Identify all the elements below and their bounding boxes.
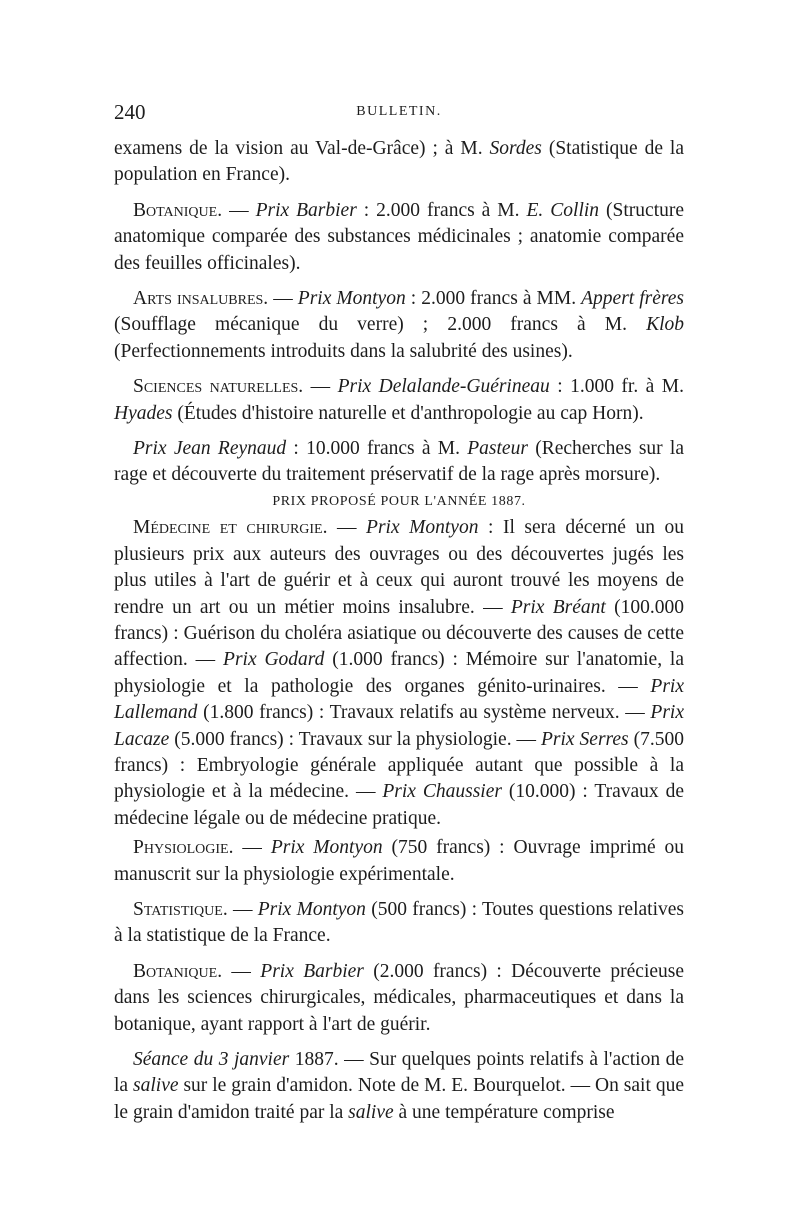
text: : 2.000 francs à MM. (405, 288, 582, 310)
section-head: Statistique. (133, 898, 228, 920)
text: 1887. — Sur quelques points relatifs à l'action de la (114, 1049, 684, 1097)
text: (1.000 francs) : Mémoire sur l'anatomie, la physiologie et la pathologie des organes génito-urinaires. — (114, 649, 684, 697)
text: : 10.000 francs à M. (286, 438, 468, 460)
text: : Il sera décerné un ou plusieurs prix aux auteurs des ouvrages ou des découvertes jugés les plus utiles à l'art de guérir et à ceux qui auront trouvé les moyens de rendre un art ou un métier moins insalubre. — (114, 517, 684, 618)
italic-word: salive (133, 1075, 179, 1097)
prize-name: Prix Barbier (260, 960, 364, 982)
page-number: 240 (114, 100, 146, 124)
text: (Structure anatomique comparée des substances médicinales ; anatomie comparée des feuilles officinales). (114, 199, 685, 274)
text: (Perfectionnements introduits dans la salubrité des usines). (114, 340, 573, 362)
text: (750 francs) : Ouvrage imprimé ou manuscrit sur la physiologie expérimentale. (114, 837, 685, 885)
page-body (114, 136, 684, 1126)
prize-name: Prix Jean Reynaud (133, 438, 287, 460)
text: (500 francs) : Toutes questions relatives à la statistique de la France. (114, 898, 684, 947)
dash: — (227, 898, 258, 920)
text: (7.500 francs) : Embryologie générale appliquée autant que possible à la physiologie et à la médecine. — (114, 728, 684, 803)
person-name: Pasteur (467, 438, 528, 460)
text: (10.000) : Travaux de médecine légale ou de médecine pratique. (114, 781, 684, 829)
prize-name: Prix Montyon (270, 837, 383, 859)
dash: — (222, 960, 261, 982)
section-head: Botanique. (133, 199, 223, 221)
running-title: BULLETIN. (356, 104, 442, 119)
prize-name: Prix Montyon (366, 517, 479, 539)
dash: — (222, 199, 256, 221)
text: (Soufflage mécanique du verre) ; 2.000 francs à M. (114, 314, 647, 336)
text: (2.000 francs) : Découverte précieuse dans les sciences chirurgicales, médicales, pharmaceutiques et dans la botanique, ayant rapport à l'art de guérir. (114, 960, 685, 1035)
prize-name: Prix Serres (541, 728, 629, 750)
paragraph-botanique-2 (114, 959, 684, 1038)
text: (Recherches sur la rage et découverte du traitement préservatif de la rage après morsure). (114, 438, 684, 486)
text: (5.000 francs) : Travaux sur la physiologie. — (169, 728, 542, 750)
prize-name: Prix Bréant (510, 596, 606, 618)
section-head: Physiologie. (133, 837, 234, 859)
dash: — (233, 837, 271, 859)
prize-name: Prix Delalande-Guérineau (337, 376, 550, 398)
text: : 1.000 fr. à M. (549, 376, 684, 398)
prize-name: Prix Montyon (257, 898, 366, 920)
text: sur le grain d'amidon. Note de M. E. Bourquelot. — On sait que le grain d'amidon traité par la (114, 1075, 684, 1123)
text: (100.000 francs) : Guérison du choléra asiatique ou découverte des causes de cette affection. — (114, 596, 684, 671)
seance-date: Séance du 3 janvier (133, 1049, 290, 1070)
dash: — (327, 517, 367, 539)
paragraph-arts-insalubres (114, 286, 684, 365)
section-head: Sciences naturelles. (133, 376, 304, 398)
person-name: E. Collin (526, 199, 600, 221)
paragraph-botanique-1 (114, 198, 684, 277)
paragraph-medecine (114, 515, 684, 832)
paragraph-statistique (114, 897, 684, 950)
person-name: Appert frères (581, 288, 685, 310)
prize-name: Prix Montyon (297, 288, 406, 310)
paragraph-sciences-naturelles (114, 374, 684, 427)
text: à une température comprise (393, 1101, 615, 1123)
p1-rest: (Statistique de la population en France). (114, 138, 684, 186)
text: (1.800 francs) : Travaux relatifs au système nerveux. — (197, 702, 651, 724)
person-name: Klob (646, 314, 684, 336)
paragraph-1 (114, 136, 684, 189)
section-head: Médecine et chirurgie. (133, 517, 328, 539)
dash: — (303, 376, 338, 398)
paragraph-jean-reynaud (114, 436, 684, 489)
subheading: PRIX PROPOSÉ POUR L'ANNÉE 1887. (272, 493, 526, 509)
person-name: Hyades (114, 402, 173, 424)
prize-name: Prix Lacaze (114, 702, 684, 750)
prize-name: Prix Chaussier (382, 781, 502, 803)
paragraph-seance (114, 1047, 684, 1126)
p1-name: Sordes (489, 138, 542, 159)
p1-text: examens de la vision au Val-de-Grâce) ; à M. (114, 138, 490, 159)
prize-name: Prix Lallemand (114, 675, 684, 724)
prize-name: Prix Barbier (255, 199, 357, 221)
dash: — (268, 288, 298, 310)
prize-name: Prix Godard (223, 649, 325, 671)
page-header (114, 100, 684, 124)
paragraph-physiologie (114, 835, 684, 888)
text: : 2.000 francs à M. (356, 199, 527, 221)
text: (Études d'histoire naturelle et d'anthropologie au cap Horn). (172, 402, 644, 424)
italic-word: salive (348, 1101, 394, 1123)
section-head: Arts insalubres. (133, 288, 269, 310)
section-head: Botanique. (133, 960, 223, 982)
